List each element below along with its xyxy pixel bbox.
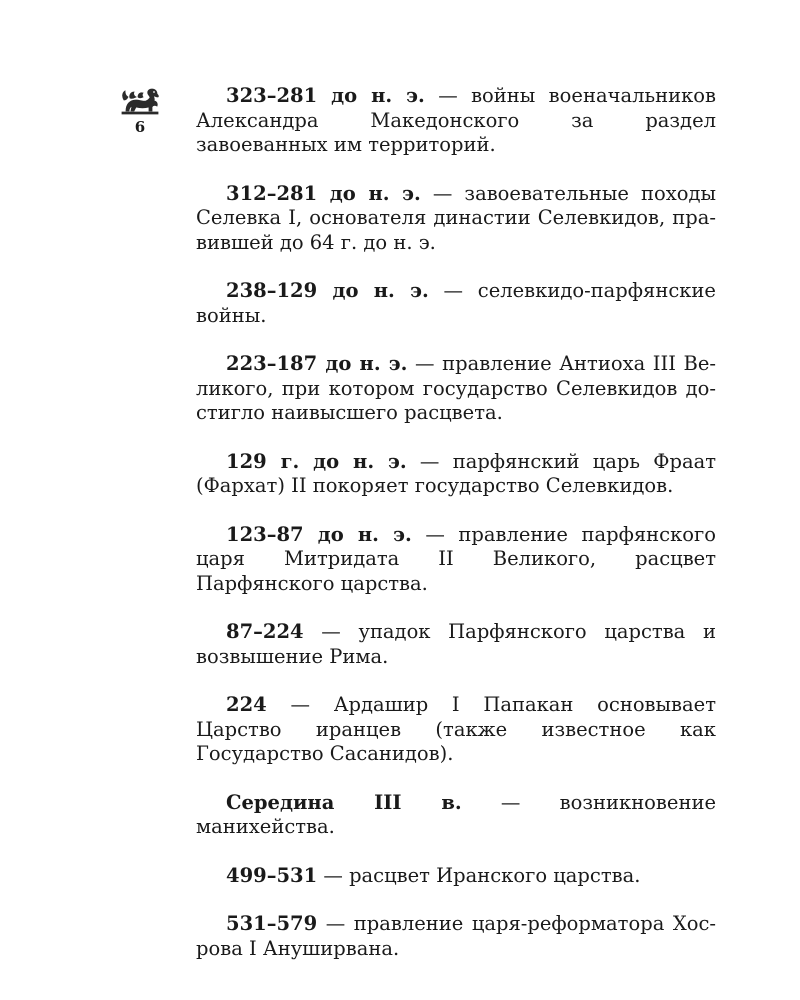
- chronology-text: [196, 84, 716, 985]
- chronology-entry: [196, 352, 716, 426]
- entry-date: 223–187 до н. э.: [226, 352, 408, 375]
- entry-text: — расцвет Иранского царства.: [317, 863, 641, 887]
- chronology-entry: [196, 84, 716, 158]
- chronology-entry: [196, 182, 716, 256]
- entry-text: — селевкидо-парфянские войны.: [196, 279, 716, 327]
- chronology-entry: [196, 279, 716, 328]
- chronology-entry: [196, 620, 716, 669]
- entry-text: — парфянский царь Фраат (Фархат) II покоряет государство Селевкидов.: [196, 449, 716, 497]
- entry-text: — правление царя-реформатора Хосрова I Ануширвана.: [196, 912, 716, 960]
- entry-date: 87–224: [226, 620, 304, 643]
- entry-text: — упадок Парфянского царства и возвышение Рима.: [196, 620, 716, 668]
- chronology-entry: [196, 450, 716, 499]
- entry-date: 531–579: [226, 912, 318, 935]
- entry-date: 224: [226, 693, 267, 716]
- chronology-entry: [196, 912, 716, 961]
- chronology-entry: [196, 523, 716, 597]
- chronology-entry: [196, 864, 716, 889]
- entry-date: 323–281 до н. э.: [226, 84, 425, 107]
- entry-text: — войны военачальников Александра Македонского за раздел завоеванных им территорий.: [196, 84, 716, 156]
- lion-emblem-icon: [118, 86, 162, 116]
- entry-text: — правление Антиоха III Великого, при котором государство Селевкидов достигло наивысшего расцвета.: [196, 352, 716, 424]
- entry-date: 238–129 до н. э.: [226, 279, 429, 302]
- chronology-entry: [196, 693, 716, 767]
- chronology-entry: [196, 791, 716, 840]
- entry-text: — правление парфянского царя Митридата II Великого, расцвет Парфянского царства.: [196, 522, 716, 595]
- entry-text: — Ардашир I Папакан основывает Царство иранцев (также известное как Государство Сасанидов).: [196, 693, 716, 765]
- entry-date: Середина III в.: [226, 790, 462, 814]
- entry-date: 129 г. до н. э.: [226, 449, 407, 473]
- page-number: 6: [134, 118, 146, 136]
- page-margin: [112, 86, 168, 136]
- entry-date: 123–87 до н. э.: [226, 522, 412, 546]
- entry-date: 499–531: [226, 863, 318, 887]
- entry-text: — возникновение манихейства.: [196, 790, 716, 838]
- entry-text: — завоевательные походы Селевка I, основателя династии Селевкидов, правившей до 64 г. до н. э.: [196, 181, 716, 254]
- entry-date: 312–281 до н. э.: [226, 181, 421, 205]
